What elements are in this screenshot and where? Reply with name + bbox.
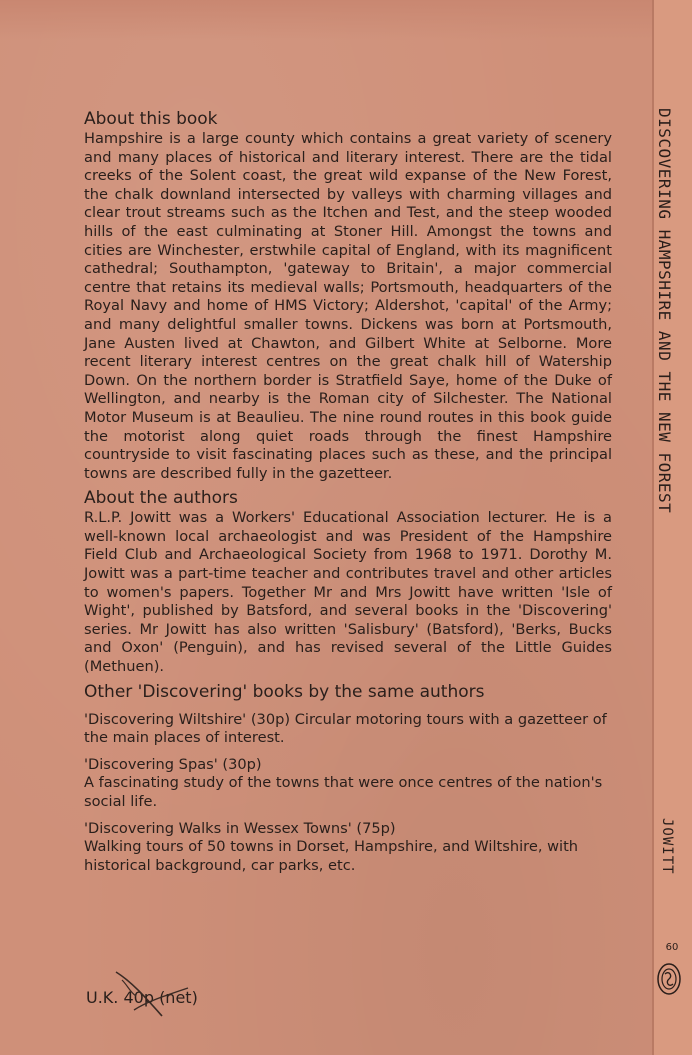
about-book-heading: About this book [84,109,218,129]
book-entry-title: 'Discovering Wiltshire' (30p) Circular motoring tours with a gazetteer of the main places of interest. [84,710,607,747]
book-entry-title: 'Discovering Spas' (30p) [84,755,262,773]
back-cover-text [84,108,612,879]
book-entry [84,820,612,876]
publisher-logo-icon [656,962,682,996]
book-entry-description: Walking tours of 50 towns in Dorset, Hampshire, and Wiltshire, with historical background, car parks, etc. [84,838,579,874]
spine-series-number: 60 [665,942,679,953]
book-entry [84,756,612,812]
cover-top-edge [0,0,652,40]
price-strike-mark [112,966,192,1022]
book-entry-description: A fascinating study of the towns that were once centres of the nation's social life. [84,774,603,810]
about-book-section [84,108,612,483]
book-entry [84,711,612,748]
book-entry-title: 'Discovering Walks in Wessex Towns' (75p) [84,819,396,837]
about-book-text: Hampshire is a large county which contains a great variety of scenery and many places of historical and literary interest. There are the tidal creeks of the Solent coast, the great wild expanse of the New Forest, the chalk downland intersected by valleys with charming villages and clear trout streams such as the Itchen and Test, and the steep wooded hills of the east culminating at Stoner Hill. Amongst the towns and cities are Winchester, erstwhile capital of England, with its magnificent cathedral; Southampton, 'gateway to Britain', a major commercial centre that retains its medieval walls; Portsmouth, headquarters of the Royal Navy and home of HMS Victory; Aldershot, 'capital' of the Army; and many delightful smaller towns. Dickens was born at Portsmouth, Jane Austen lived at Chawton, and Gilbert White at Selborne. More recent literary interest centres on the great chalk hill of Watership Down. On the northern border is Stratfield Saye, home of the Duke of Wellington, and nearby is the Roman city of Silchester. The National Motor Museum is at Beaulieu. The nine round routes in this book guide the motorist along quiet roads through the finest Hampshire countryside to visit fascinating places such as these, and the principal towns are described fully in the gazetteer. [84,130,612,482]
about-authors-heading: About the authors [84,488,238,509]
other-books-section [84,681,612,876]
spine-title: DISCOVERING HAMPSHIRE AND THE NEW FOREST [655,108,674,514]
other-books-heading: Other 'Discovering' books by the same authors [84,681,485,702]
price-label: U.K. 40p (net) [86,988,198,1007]
about-authors-text: R.L.P. Jowitt was a Workers' Educational Association lecturer. He is a well-known local archaeologist and was President of the Hampshire Field Club and Archaeological Society from 1968 to 1971. Dorothy M. Jowitt was a part-time teacher and contributes travel and other articles to women's papers. Together Mr and Mrs Jowitt have written 'Isle of Wight', published by Batsford, and several books in the 'Discovering' series. Mr Jowitt has also written 'Salisbury' (Batsford), 'Berks, Bucks and Oxon' (Penguin), and has revised several of the Little Guides (Methuen). [84,509,612,676]
about-authors-section [84,487,612,676]
spine-author: JOWITT [659,818,675,875]
